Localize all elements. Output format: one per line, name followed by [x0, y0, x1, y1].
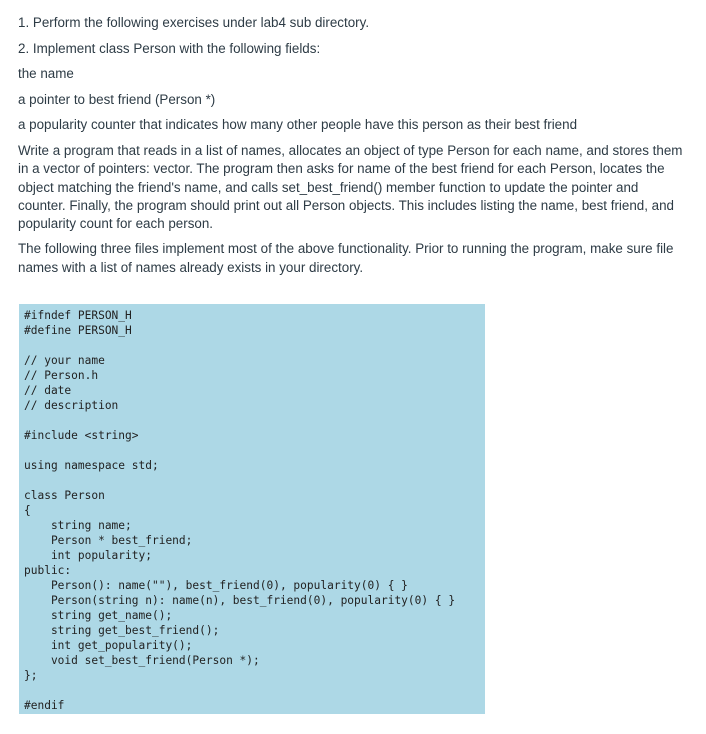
field-best-friend-text: a pointer to best friend (Person *) [18, 91, 216, 107]
field-name-text: the name [18, 66, 74, 82]
assignment-instructions [18, 14, 688, 284]
field-popularity-text: a popularity counter that indicates how many other people have this person as their best friend [18, 117, 578, 133]
step-1-text: 1. Perform the following exercises under lab4 sub directory. [18, 15, 370, 30]
code-text: #ifndef PERSON_H #define PERSON_H // your name // Person.h // date // description #include <string> using namespace std; class Person { string name; Person * best_friend; int popularity; public: Person(): name(""), best_friend(0), popularity(0) { } Person(string n): name(n), best_friend(0), popularity(0) { } string get_name(); string get_best_friend(); int get_popularity(); void set_best_friend(Person *); }; #endif [24, 309, 456, 712]
program-description-paragraph: Write a program that reads in a list of names, allocates an object of type Person for each name, and stores them in a vector of pointers: vector. The program then asks for name of the best friend for each Person, locates the object matching the friend's name, and calls set_best_friend() member function to update the pointer and counter. Finally, the program should print out all Person objects. This includes listing the name, best friend, and popularity count for each person. [18, 142, 683, 232]
step-2-text: 2. Implement class Person with the following fields: [18, 40, 321, 56]
files-note-paragraph: The following three files implement most of the above functionality. Prior to running the program, make sure file names with a list of names already exists in your directory. [18, 241, 674, 275]
person-header-code-block [19, 304, 485, 714]
